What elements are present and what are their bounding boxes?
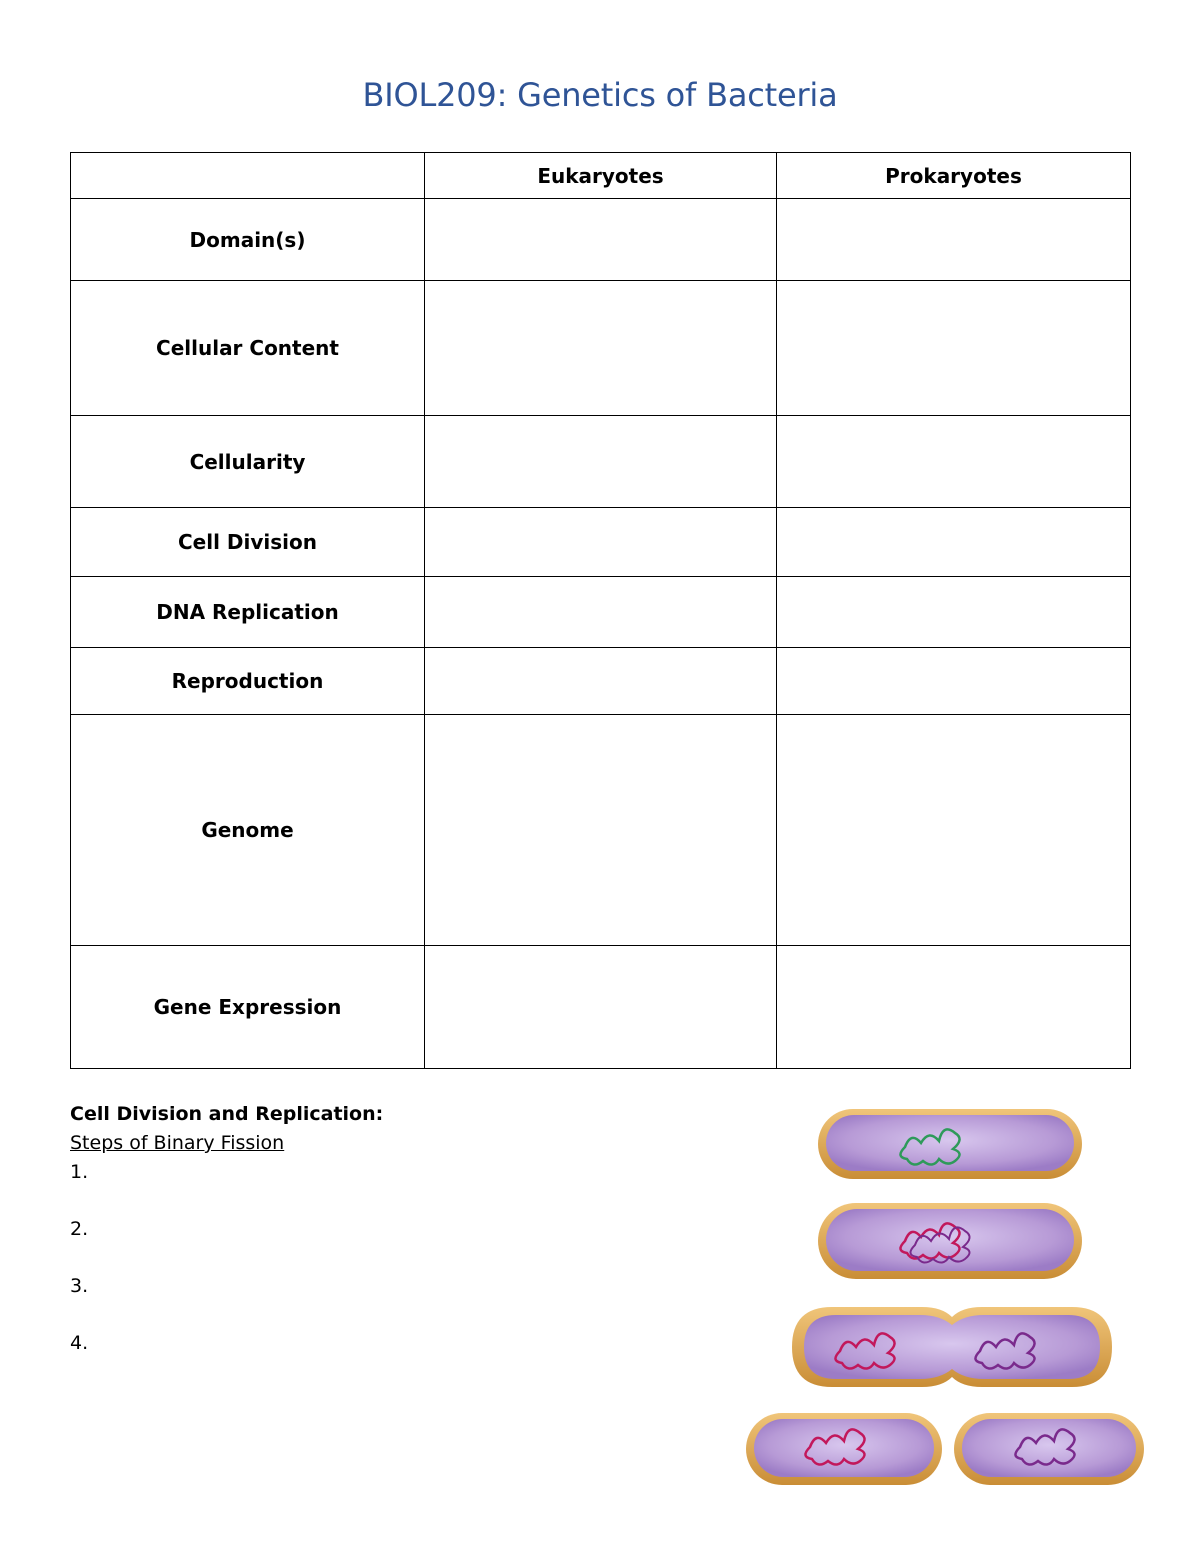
- eukaryotes-cell[interactable]: [425, 577, 777, 648]
- table-row: [71, 946, 1131, 1069]
- eukaryotes-cell[interactable]: [425, 416, 777, 508]
- step-4: 4.: [70, 1332, 89, 1354]
- section-heading: Cell Division and Replication:: [70, 1103, 384, 1125]
- section-subheading: Steps of Binary Fission: [70, 1132, 285, 1154]
- table-row: [71, 281, 1131, 416]
- eukaryotes-cell[interactable]: [425, 199, 777, 281]
- row-label: Domain(s): [71, 199, 425, 281]
- row-label: Gene Expression: [71, 946, 425, 1069]
- table-header-row: [71, 153, 1131, 199]
- row-label: Cellularity: [71, 416, 425, 508]
- row-label: DNA Replication: [71, 577, 425, 648]
- cell-stage-3: [792, 1307, 1112, 1387]
- header-blank: [71, 153, 425, 199]
- eukaryotes-cell[interactable]: [425, 508, 777, 577]
- step-3: 3.: [70, 1275, 89, 1297]
- eukaryotes-cell[interactable]: [425, 648, 777, 715]
- header-prokaryotes: Prokaryotes: [777, 153, 1131, 199]
- eukaryotes-cell[interactable]: [425, 281, 777, 416]
- row-label: Cell Division: [71, 508, 425, 577]
- header-eukaryotes: Eukaryotes: [425, 153, 777, 199]
- page-title: BIOL209: Genetics of Bacteria: [362, 76, 838, 114]
- table-row: [71, 648, 1131, 715]
- prokaryotes-cell[interactable]: [777, 199, 1131, 281]
- eukaryotes-cell[interactable]: [425, 715, 777, 946]
- cell-stage-4-right: [954, 1413, 1144, 1485]
- row-label: Genome: [71, 715, 425, 946]
- table-row: [71, 416, 1131, 508]
- table-row: [71, 715, 1131, 946]
- table-row: [71, 199, 1131, 281]
- cell-stage-1: [818, 1109, 1082, 1179]
- eukaryotes-cell[interactable]: [425, 946, 777, 1069]
- binary-fission-illustration: [740, 1095, 1150, 1495]
- prokaryotes-cell[interactable]: [777, 416, 1131, 508]
- row-label: Reproduction: [71, 648, 425, 715]
- step-2: 2.: [70, 1218, 89, 1240]
- comparison-table: [70, 152, 1131, 1069]
- cell-stage-4-left: [746, 1413, 942, 1485]
- prokaryotes-cell[interactable]: [777, 577, 1131, 648]
- prokaryotes-cell[interactable]: [777, 715, 1131, 946]
- cell-stage-2: [818, 1203, 1082, 1279]
- binary-fission-section: [70, 1100, 630, 1358]
- prokaryotes-cell[interactable]: [777, 281, 1131, 416]
- table-row: [71, 508, 1131, 577]
- row-label: Cellular Content: [71, 281, 425, 416]
- prokaryotes-cell[interactable]: [777, 946, 1131, 1069]
- table-row: [71, 577, 1131, 648]
- prokaryotes-cell[interactable]: [777, 648, 1131, 715]
- prokaryotes-cell[interactable]: [777, 508, 1131, 577]
- step-1: 1.: [70, 1161, 89, 1183]
